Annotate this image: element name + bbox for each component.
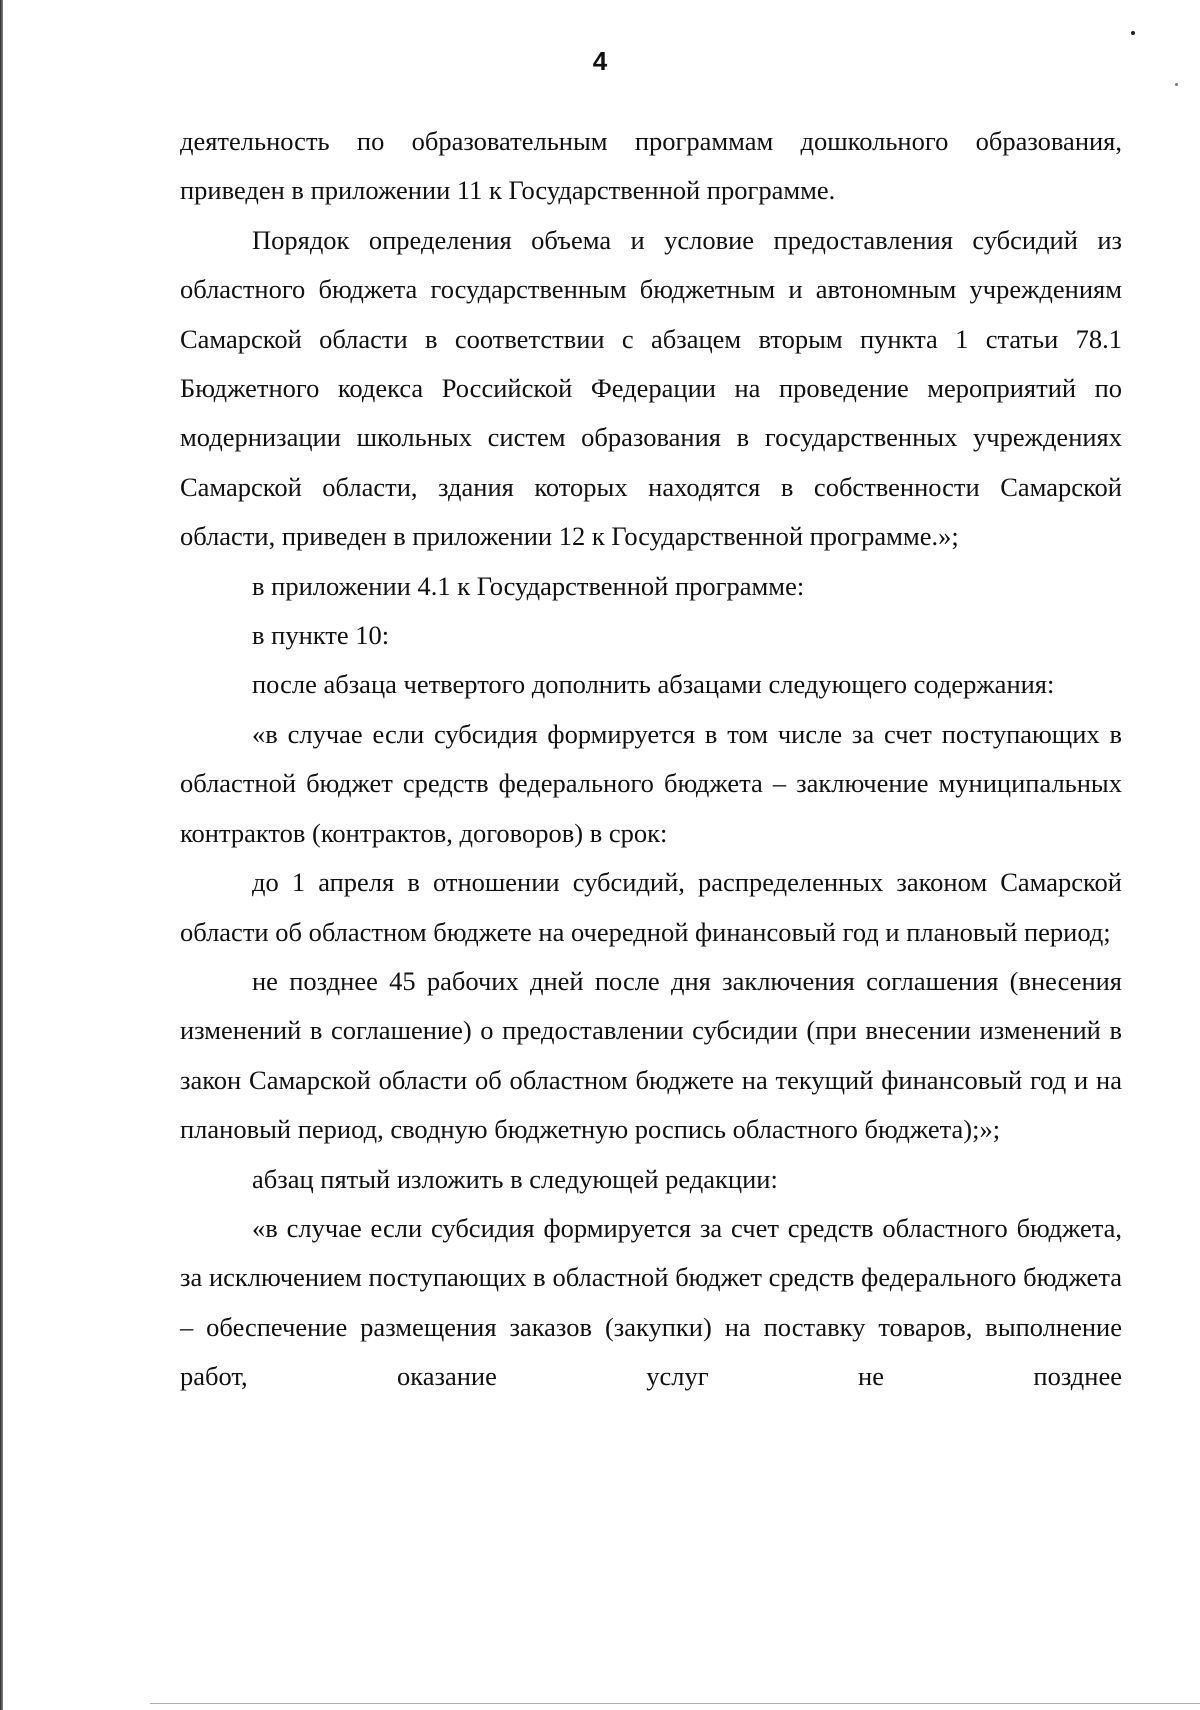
paragraph-item-10: в пункте 10: [252,620,390,651]
page-number: 4 [592,46,608,76]
document-body [180,117,1122,1402]
scan-bottom-edge [150,1703,1200,1704]
paragraph-continuation: деятельность по образовательным программам дошкольного образования, приведен в приложении 11 к Государственной программе. [180,126,1122,206]
scan-speck [1175,83,1178,86]
paragraph-procedure-appendix-12: Порядок определения объема и условие предоставления субсидий из областного бюджета государственным бюджетным и автономным учреждениям Самарской области в соответствии с абзацем вторым пункта 1 статьи 78.1 Бюджетного кодекса Российской Федерации на проведение мероприятий по модернизации школьных систем образования в государственных учреждениях Самарской области, здания которых находятся в собственности Самарской области, приведен в приложении 12 к Государственной программе.»; [180,224,1122,552]
paragraph-fifth-abzac: абзац пятый изложить в следующей редакции: [252,1163,778,1194]
paragraph-federal-budget-case: «в случае если субсидия формируется в том числе за счет поступающих в областной бюджет средств федерального бюджета – заключение муниципальных контрактов (контрактов, договоров) в срок: [180,718,1122,848]
paragraph-april-deadline: до 1 апреля в отношении субсидий, распределенных законом Самарской области об областном бюджете на очередной финансовый год и плановый период; [180,867,1122,947]
paragraph-regional-budget-case: «в случае если субсидия формируется за счет средств областного бюджета, за исключением поступающих в областной бюджет средств федерального бюджета – обеспечение размещения заказов (закупки) на поставку товаров, выполнение работ, оказание услуг не позднее [180,1212,1122,1392]
paragraph-45-days: не позднее 45 рабочих дней после дня заключения соглашения (внесения изменений в соглашение) о предоставлении субсидии (при внесении изменений в закон Самарской области об областном бюджете на текущий финансовый год и на плановый период, сводную бюджетную роспись областного бюджета);»; [180,965,1122,1145]
paragraph-after-fourth: после абзаца четвертого дополнить абзацами следующего содержания: [252,669,1055,700]
scan-speck [1131,31,1135,35]
paragraph-appendix-4-1: в приложении 4.1 к Государственной программе: [252,570,805,601]
scan-left-edge [0,0,3,1710]
